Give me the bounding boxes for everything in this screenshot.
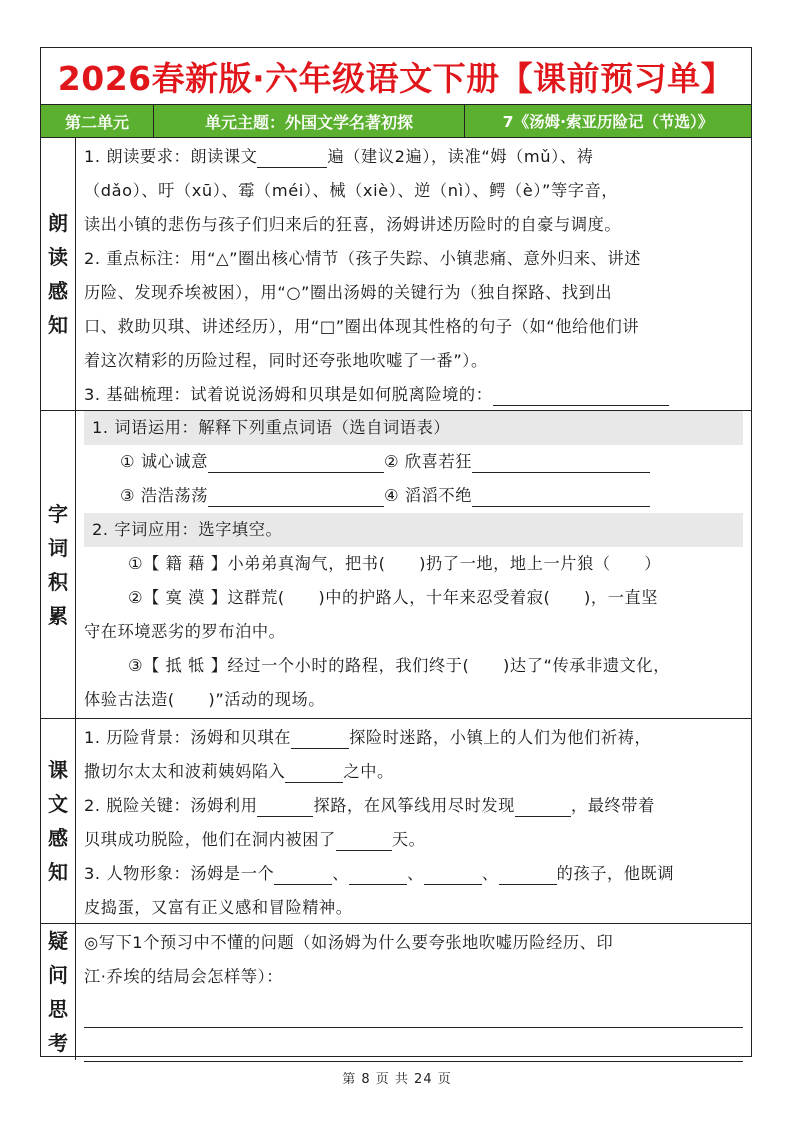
word-row: ① 诚心诚意 ② 欣喜若狂 — [84, 445, 743, 479]
words-heading: 2. 字词应用：选字填空。 — [84, 513, 743, 547]
fill-question: ③【 抵 牴 】经过一个小时的路程，我们终于( )达了“传承非遗文化， — [128, 656, 671, 675]
fill-question: ②【 寞 漠 】这群荒( )中的护路人，十年来忍受着寂( )，一直坚 — [128, 588, 659, 607]
answer-line[interactable] — [84, 994, 743, 1028]
fill-question: 体验古法造( )”活动的现场。 — [84, 690, 326, 709]
section-text — [41, 719, 751, 924]
text-line: 3. 人物形象：汤姆是一个 、 、 、 的孩子，他既调 — [84, 864, 675, 883]
section-label-question: 疑 问 思 考 — [41, 924, 76, 1060]
reading-line: 2. 重点标注：用“△”圈出核心情节（孩子失踪、小镇悲痛、意外归来、讲述 — [84, 249, 642, 268]
question-line: 江·乔埃的结局会怎样等）： — [84, 967, 284, 986]
fill-question: 守在环境恶劣的罗布泊中。 — [84, 622, 286, 641]
page-footer: 第 8 页 共 24 页 — [342, 1072, 452, 1087]
words-heading: 1. 词语运用：解释下列重点词语（选自词语表） — [84, 411, 743, 445]
word-row: ③ 浩浩荡荡 ④ 滔滔不绝 — [84, 479, 743, 513]
section-content-words — [76, 411, 751, 718]
unit-label: 第二单元 — [41, 105, 154, 137]
blank-field[interactable] — [257, 147, 327, 168]
blank-field[interactable] — [291, 728, 349, 749]
question-line: ◎写下1个预习中不懂的问题（如汤姆为什么要夸张地吹嘘历险经历、印 — [84, 933, 614, 952]
blank-field[interactable] — [208, 486, 384, 507]
blank-field[interactable] — [257, 796, 313, 817]
blank-field[interactable] — [499, 864, 557, 885]
blank-field[interactable] — [208, 452, 384, 473]
text-line: 皮捣蛋，又富有正义感和冒险精神。 — [84, 898, 353, 917]
section-content-question — [76, 924, 751, 1060]
title-row — [41, 48, 751, 105]
blank-field[interactable] — [349, 864, 407, 885]
reading-line: 3. 基础梳理：试着说说汤姆和贝琪是如何脱离险境的： — [84, 378, 743, 412]
blank-field[interactable] — [493, 385, 669, 406]
section-reading — [41, 138, 751, 411]
unit-bar — [41, 105, 751, 138]
section-content-text — [76, 719, 751, 923]
blank-field[interactable] — [336, 830, 392, 851]
worksheet — [40, 47, 752, 1057]
blank-field[interactable] — [472, 486, 650, 507]
section-label-reading: 朗 读 感 知 — [41, 138, 76, 410]
blank-field[interactable] — [472, 452, 650, 473]
reading-line: （dǎo）、吁（xū）、霉（méi）、械（xiè）、逆（nì）、鳄（è）”等字音， — [84, 181, 619, 200]
reading-line: 口、救助贝琪、讲述经历），用“□”圈出体现其性格的句子（如“他给他们讲 — [84, 317, 640, 336]
answer-line[interactable] — [84, 1028, 743, 1062]
reading-line: 读出小镇的悲伤与孩子们归来后的狂喜，汤姆讲述历险时的自豪与调度。 — [84, 215, 622, 234]
reading-line: 历险、发现乔埃被困），用“○”圈出汤姆的关键行为（独自探路、找到出 — [84, 283, 613, 302]
section-words — [41, 411, 751, 719]
unit-theme: 单元主题：外国文学名著初探 — [154, 105, 465, 137]
section-label-text: 课 文 感 知 — [41, 719, 76, 923]
blank-field[interactable] — [424, 864, 482, 885]
lesson-title: 7《汤姆·索亚历险记（节选）》 — [502, 113, 714, 131]
section-label-words: 字 词 积 累 — [41, 411, 76, 718]
reading-line: 1. 朗读要求：朗读课文 遍（建议2遍），读准“姆（mǔ）、祷 — [84, 147, 594, 166]
section-question — [41, 924, 751, 1060]
blank-field[interactable] — [515, 796, 571, 817]
text-line: 2. 脱险关键：汤姆利用 探路，在风筝线用尽时发现 ，最终带着 — [84, 796, 655, 815]
page-title: 2026春新版·六年级语文下册【课前预习单】 — [57, 58, 735, 98]
blank-field[interactable] — [274, 864, 332, 885]
fill-question: ①【 籍 藉 】小弟弟真淘气，把书( )扔了一地，地上一片狼（ ） — [128, 554, 662, 573]
blank-field[interactable] — [285, 762, 343, 783]
text-line: 贝琪成功脱险，他们在洞内被困了 天。 — [84, 830, 426, 849]
text-line: 撒切尔太太和波莉姨妈陷入 之中。 — [84, 762, 394, 781]
text-line: 1. 历险背景：汤姆和贝琪在 探险时迷路，小镇上的人们为他们祈祷， — [84, 728, 652, 747]
section-content-reading — [76, 138, 751, 410]
reading-line: 着这次精彩的历险过程，同时还夸张地吹嘘了一番”）。 — [84, 351, 488, 370]
